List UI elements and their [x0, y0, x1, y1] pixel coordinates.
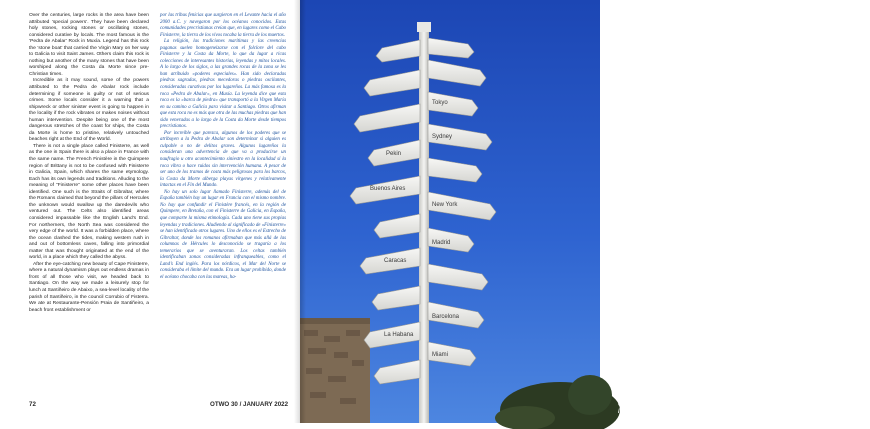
paragraph: After the eye-catching new beauty of Cape Finisterre, where a natural dynamism plays out endless dramas in front of all those who visit, we headed back to Santiago. On the way we made a leisurely stop for lunch at Santiñeiro de Abaixo, a sea-level locality of the parish of Santiñeiro, in the council Corrubio of Fisterra. We ate at Restaurante-Pensión Praia de Santiñeiro, a beach front establishment or: [29, 261, 149, 313]
paragraph: La religión, las tradiciones marítimas y las creencias paganas suelen homogeneizarse con el folclore del cabo Finisterre y la Costa da Morte, lo que da lugar a ricas colecciones de interesantes historias, leyendas y mitos locales. A lo largo de los siglos, a las grandes rocas de la zona se les han atribuido «poderes especiales». Han sido declaradas piedras sagradas, piedras mecedoras o piedras oscilantes, consideradas curativas por los lugareños. La más famosa es la roca «Pedra de Abalar», en Muxía. La leyenda dice que esta roca es la «barca de piedra» que transportó a la Virgen María en su camino a Galicia para visitar a Santiago. Otros afirman que esta roca no es más que otra de las muchas piedras que han sido veneradas a lo largo de la Costa da Morte desde tiempos precristianos.: [160, 39, 287, 130]
sign-label: Sydney: [432, 134, 453, 140]
sign-label: Pekin: [386, 151, 402, 157]
sign-label: Caracas: [384, 258, 407, 264]
publication-footer: OTWO 30 / JANUARY 2022: [210, 401, 289, 408]
paragraph: Over the centuries, large rocks in the area have been attributed ‘special powers’. They have been declared holy stones, rocking stones or oscillating stones, considered curative by locals. The most famous is the ‘Pedra de Abalar’ Rock in Muxía. Legend has this rock the ‘stone boat’ that carried the Virgin Mary on her way to Galicia to visit Saint James. Others claim this rock is nothing but another of the many stones that have been worshiped along the Costa da Morte since pre-Christian times.: [29, 13, 149, 77]
spanish-text-column: [160, 13, 286, 393]
left-page: [0, 0, 300, 423]
paragraph: por las tribus fenicias que surgieron en el Levante hacia el año 2000 a.C. y navegaron por los océanos conocidos. Estas comunidades precristianas creían que, en lugares como el Cabo Finisterre, la tierra de los vivos tocaba la tierra de los muertos.: [160, 13, 286, 38]
paragraph: No hay un solo lugar llamado Finisterre, además del de España también hay un lugar en Francia con el mismo nombre. No hay que confundir el Finistère francés, en la región de Quimpere, en Bretaña, con el Finisterre de Galicia, en España, que comparte la misma etimología. Cada uno tiene sus propias leyendas y tradiciones. Aludiendo al significado de «Finisterre» se han identificado otros lugares. Uno de ellos es el Estrecho de Gibraltar, donde los romanos afirmaban que más allá de las columnas de Hércules lo desconocido se tragaría a los temerarios que se aventuraran. Los celtas también identificaban zonas consideradas infranqueables, como el Land’s End inglés. Para los nórdicos, el Mar del Norte se consideraba el límite del mundo. Era un lugar prohibido, donde el océano chocaba con las mareas, ha-: [160, 189, 286, 280]
stone-tower: [300, 318, 370, 423]
paragraph: Incredible as it may sound, some of the powers attributed to the Pedra de Abalar rock include determining if someone is guilty or not of serious crimes. Some locals consider it a warning that a shipwreck or other sinister event is going to happen in the locality if the rock vibrates or makes noises without human intervention. Despite being one of the most dangerous stretches of the coast for ships, the Costa da Morte is home to pristine, relatively untouched beaches right at the End of the World.: [29, 78, 149, 143]
sign-label: New York: [432, 202, 458, 208]
sign-label: La Habana: [384, 332, 414, 338]
paragraph: Por increíble que parezca, algunos de los poderes que se atribuyen a la Pedra de Abalar son determinar si alguien es culpable o no de delitos graves. Algunos lugareños la consideran una advertencia de que va a producirse un naufragio u otro acontecimiento siniestro en la localidad si la roca vibra o hace ruidos sin intervención humana. A pesar de ser uno de los tramos de costa más peligrosos para los barcos, la Costa da Morte alberga playas vírgenes y relativamente intactas en el Fin del Mundo.: [160, 130, 286, 189]
paragraph: There is not a single place called Finisterre, as well as the one in Spain there is also a place in France with the same name. The French Finistère in the Quimpere region of Brittany is not to be confused with Finisterre in Galicia, Spain, which shares the same etymology. Each has its own legends and traditions. Alluding to the meaning of “Finisterre” some other places have been identified. One such is the Straits of Gibraltar, where the Romans claimed that beyond the pillars of Hercules the unknown would swallow up the daredevils who ventured out. The Celts also identified areas considered impassable like the English Land’s End. For northerners, the North Sea was considered the very edge of the world. It was a forbidden place, where the ocean clashed the tides, making western rush in and out of bottomless caves, falling into primordial matter that was thought originated at the end of the world, in a place which they called the abyss.: [29, 143, 149, 261]
sign-label: Tokyo: [432, 100, 448, 106]
page-number: 72: [29, 401, 36, 408]
right-page: [300, 0, 870, 429]
publication-footer: OTWO 30 / JANUARY 2022: [618, 401, 648, 429]
sign-label: Madrid: [432, 240, 451, 246]
sign-label: Buenos Aires: [370, 186, 406, 192]
signpost-pole: [419, 30, 429, 423]
sign-label: Barcelona: [432, 314, 460, 320]
signpost-photo: [300, 0, 600, 423]
page-number: 73: [863, 401, 870, 408]
sign-label: Miami: [432, 352, 448, 358]
english-text-column: [29, 13, 149, 393]
